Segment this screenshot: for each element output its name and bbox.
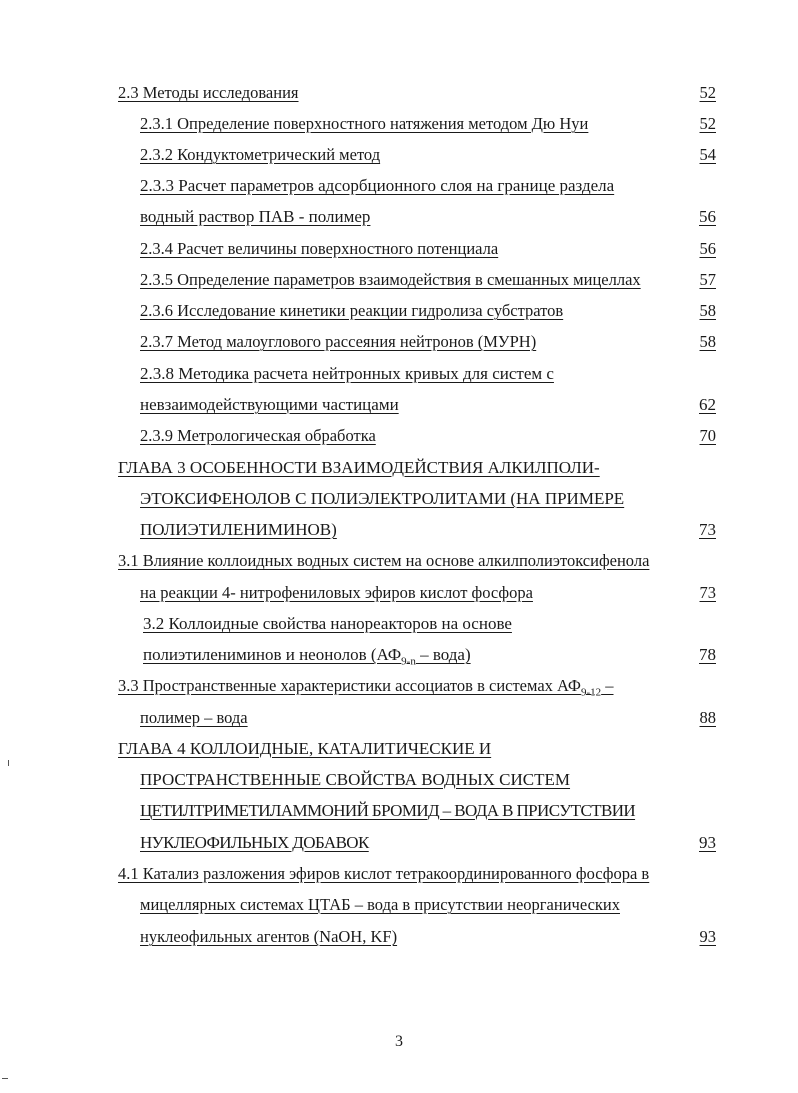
toc-entry-title[interactable]: полиэтилениминов и неонолов ($АФ_{9-n}$ – вода) <box>143 645 471 668</box>
toc-chapter[interactable] <box>0 455 798 481</box>
toc-entry[interactable] <box>0 392 798 418</box>
toc-entry[interactable] <box>0 924 798 950</box>
toc-entry-page[interactable]: 54 <box>699 145 716 164</box>
toc-chapter[interactable] <box>0 767 798 793</box>
toc-entry-title[interactable]: 2.3.6 Исследование кинетики реакции гидролиза субстратов <box>140 301 564 320</box>
toc-entry-title[interactable]: 3.3 Пространственные характеристики ассоциатов в системах $АФ_{9-12}$ – <box>118 676 614 699</box>
toc-entry[interactable] <box>0 142 798 168</box>
subscript: 9-12 <box>580 686 602 699</box>
toc-entry-title[interactable]: 2.3.2 Кондуктометрический метод <box>140 145 381 164</box>
toc-chapter[interactable] <box>0 830 798 856</box>
toc-entry-title[interactable]: ГЛАВА 3 ОСОБЕННОСТИ ВЗАИМОДЕЙСТВИЯ АЛКИЛПОЛИ- <box>118 458 600 477</box>
toc-entry-page[interactable]: 70 <box>699 426 716 445</box>
toc-chapter[interactable] <box>0 798 798 824</box>
toc-entry[interactable] <box>0 892 798 918</box>
toc-entry[interactable] <box>0 298 798 324</box>
toc-entry-title[interactable]: водный раствор ПАВ - полимер <box>140 207 371 226</box>
toc-entry[interactable] <box>0 329 798 355</box>
toc-entry[interactable] <box>0 173 798 199</box>
toc-entry-page[interactable]: 93 <box>699 927 716 946</box>
toc-entry-page[interactable]: 62 <box>699 395 716 414</box>
toc-entry-title[interactable]: 2.3.8 Методика расчета нейтронных кривых для систем с <box>140 364 554 383</box>
scan-artifact <box>8 760 9 766</box>
toc-entry-title[interactable]: нуклеофильных агентов (NaOH, KF) <box>140 927 398 946</box>
toc-entry-title[interactable]: 2.3.7 Метод малоуглового рассеяния нейтронов (МУРН) <box>140 332 537 351</box>
toc-entry-title[interactable]: ПОЛИЭТИЛЕНИМИНОВ) <box>140 520 337 539</box>
toc-entry-title[interactable]: ЭТОКСИФЕНОЛОВ С ПОЛИЭЛЕКТРОЛИТАМИ (НА ПРИМЕРЕ <box>140 489 625 508</box>
toc-entry-page[interactable]: 93 <box>699 833 716 852</box>
toc-chapter[interactable] <box>0 736 798 762</box>
toc-entry[interactable] <box>0 204 798 230</box>
toc-chapter[interactable] <box>0 517 798 543</box>
toc-entry[interactable] <box>0 861 798 887</box>
toc-entry-title[interactable]: 3.2 Коллоидные свойства нанореакторов на основе <box>143 614 512 633</box>
toc-entry-title[interactable]: 3.1 Влияние коллоидных водных систем на основе алкилполиэтоксифенола <box>118 551 650 570</box>
toc-entry-title[interactable]: мицеллярных системах ЦТАБ – вода в присутствии неорганических <box>140 895 620 914</box>
toc-entry[interactable] <box>0 673 798 699</box>
toc-entry-title[interactable]: ЦЕТИЛТРИМЕТИЛАММОНИЙ БРОМИД – ВОДА В ПРИСУТСТВИИ <box>140 801 636 820</box>
toc-entry-title[interactable]: 2.3.4 Расчет величины поверхностного потенциала <box>140 239 499 258</box>
toc-entry[interactable] <box>0 80 798 106</box>
toc-entry[interactable] <box>0 111 798 137</box>
toc-entry-title[interactable]: 4.1 Катализ разложения эфиров кислот тетракоординированного фосфора в <box>118 864 650 883</box>
toc-entry-page[interactable]: 88 <box>699 708 716 727</box>
toc-entry-title[interactable]: невзаимодействующими частицами <box>140 395 399 414</box>
toc-entry[interactable] <box>0 705 798 731</box>
toc-entry-title[interactable]: ГЛАВА 4 КОЛЛОИДНЫЕ, КАТАЛИТИЧЕСКИЕ И <box>118 739 492 758</box>
toc-entry-page[interactable]: 56 <box>699 207 716 226</box>
toc-entry[interactable] <box>0 361 798 387</box>
toc-entry-page[interactable]: 73 <box>699 583 716 602</box>
toc-entry-page[interactable]: 73 <box>699 520 716 539</box>
toc-entry-title[interactable]: на реакции 4- нитрофениловых эфиров кислот фосфора <box>140 583 533 602</box>
toc-entry-title[interactable]: полимер – вода <box>140 708 248 727</box>
toc-entry-page[interactable]: 56 <box>699 239 716 258</box>
toc-entry-page[interactable]: 58 <box>699 301 716 320</box>
toc-entry-title[interactable]: 2.3 Методы исследования <box>118 83 299 102</box>
toc-entry-title[interactable]: НУКЛЕОФИЛЬНЫХ ДОБАВОК <box>140 833 369 852</box>
toc-entry-page[interactable]: 58 <box>699 332 716 351</box>
toc-entry[interactable] <box>0 236 798 262</box>
toc-entry[interactable] <box>0 611 798 637</box>
subscript: 9-n <box>401 655 416 668</box>
toc-entry-title[interactable]: 2.3.9 Метрологическая обработка <box>140 426 376 445</box>
page-number: 3 <box>395 1033 403 1050</box>
toc-chapter[interactable] <box>0 486 798 512</box>
toc-entry[interactable] <box>0 423 798 449</box>
toc-entry-title[interactable]: ПРОСТРАНСТВЕННЫЕ СВОЙСТВА ВОДНЫХ СИСТЕМ <box>140 770 571 789</box>
toc-entry[interactable] <box>0 642 798 668</box>
toc-entry-page[interactable]: 52 <box>699 114 716 133</box>
toc-entry-page[interactable]: 52 <box>699 83 716 102</box>
toc-entry-title[interactable]: 2.3.3 Расчет параметров адсорбционного слоя на границе раздела <box>140 176 615 195</box>
toc-entry-title[interactable]: 2.3.5 Определение параметров взаимодействия в смешанных мицеллах <box>140 270 641 289</box>
toc-entry[interactable] <box>0 548 798 574</box>
toc-entry-page[interactable]: 57 <box>699 270 716 289</box>
toc-entry[interactable] <box>0 267 798 293</box>
toc-entry-page[interactable]: 78 <box>699 645 716 664</box>
toc-entry[interactable] <box>0 580 798 606</box>
scan-artifact <box>2 1078 8 1079</box>
toc-entry-title[interactable]: 2.3.1 Определение поверхностного натяжения методом Дю Нуи <box>140 114 589 133</box>
